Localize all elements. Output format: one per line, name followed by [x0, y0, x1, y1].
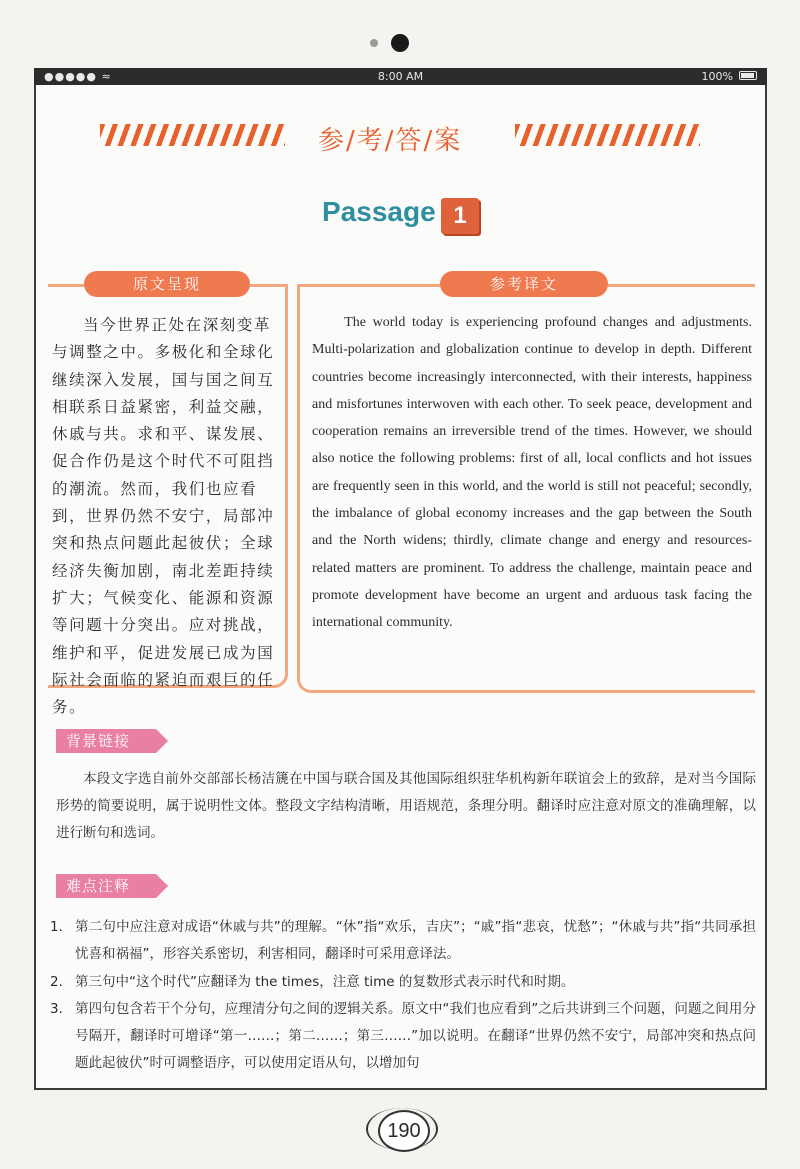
list-item — [50, 914, 756, 969]
background-section-tag: 背景链接 — [56, 729, 156, 753]
signal-icon: ●●●●● ≈ — [44, 70, 112, 83]
passage-number: 1 — [441, 198, 479, 234]
english-translation-text: The world today is experiencing profound changes and adjustments. Multi-polarization and globalization continue to develop in depth. Different countries become increasingly interconnected, with their interests, happiness and misfortunes interwoven with each other. To seek peace, development and cooperation remains an irreversible trend of the times. However, we should also notice the following problems: first of all, local conflicts and hot issues are frequently seen in this world, and the world is still not peaceful; secondly, the imbalance of global economy increases and the gap between the South and the North widens; thirdly, climate change and energy and resources-related matters are prominent. To address the challenge, maintain peace and promote development have become an urgent and arduous task facing the international community. — [312, 315, 752, 631]
notes-section-tag: 难点注释 — [56, 874, 156, 898]
battery-percent: 100% — [701, 70, 733, 83]
note-number: 3. — [50, 1000, 63, 1017]
list-item — [50, 996, 756, 1078]
camera-lens — [391, 34, 409, 52]
passage-label: Passage — [322, 196, 436, 227]
note-text: 第四句包含若干个分句，应理清分句之间的逻辑关系。原文中“我们也应看到”之后共讲到三个问题，问题之间用分号隔开，翻译时可增译“第一……；第二……；第三……”加以说明。在翻译“世界仍然不安宁，局部冲突和热点问题此起彼伏”时可调整语序，可以使用定语从句，以增加句 — [75, 1000, 756, 1072]
original-chinese-text: 当今世界正处在深刻变革与调整之中。多极化和全球化继续深入发展，国与国之间互相联系日益紧密，利益交融，休戚与共。求和平、谋发展、促合作仍是这个时代不可阻挡的潮流。然而，我们也应看到，世界仍然不安宁，局部冲突和热点问题此起彼伏；全球经济失衡加剧，南北差距持续扩大；气候变化、能源和资源等问题十分突出。应对挑战，维护和平，促进发展已成为国际社会面临的紧迫而艰巨的任务。 — [52, 316, 275, 717]
note-text: 第二句中应注意对成语“休戚与共”的理解。“休”指“欢乐，吉庆”；“戚”指“悲哀，忧愁”；“休戚与共”指“共同承担忧喜和祸福”，形容关系密切，利害相同，翻译时可采用意译法。 — [75, 919, 756, 963]
decorative-slashes-right — [515, 124, 700, 146]
page-number: 190 — [378, 1110, 430, 1152]
camera-indicator — [370, 39, 378, 47]
decorative-slashes-left — [100, 124, 285, 146]
status-bar — [34, 68, 767, 85]
status-time: 8:00 AM — [377, 70, 424, 83]
page-title: 参/考/答/案 — [318, 126, 463, 156]
translation-heading: 参考译文 — [440, 271, 608, 297]
note-number: 2. — [50, 973, 63, 990]
note-number: 1. — [50, 919, 63, 935]
list-item — [50, 969, 756, 996]
original-text-heading: 原文呈现 — [84, 271, 250, 297]
notes-list — [50, 914, 756, 1078]
answer-header — [100, 118, 700, 154]
battery-icon — [739, 71, 757, 80]
note-text: 第三句中“这个时代”应翻译为 the times，注意 time 的复数形式表示时代和时期。 — [75, 973, 575, 990]
background-text: 本段文字选自前外交部部长杨洁篪在中国与联合国及其他国际组织驻华机构新年联谊会上的致辞，是对当今国际形势的简要说明，属于说明性文体。整段文字结构清晰，用语规范，条理分明。翻译时应注意对原文的准确理解，以进行断句和选词。 — [56, 771, 756, 841]
